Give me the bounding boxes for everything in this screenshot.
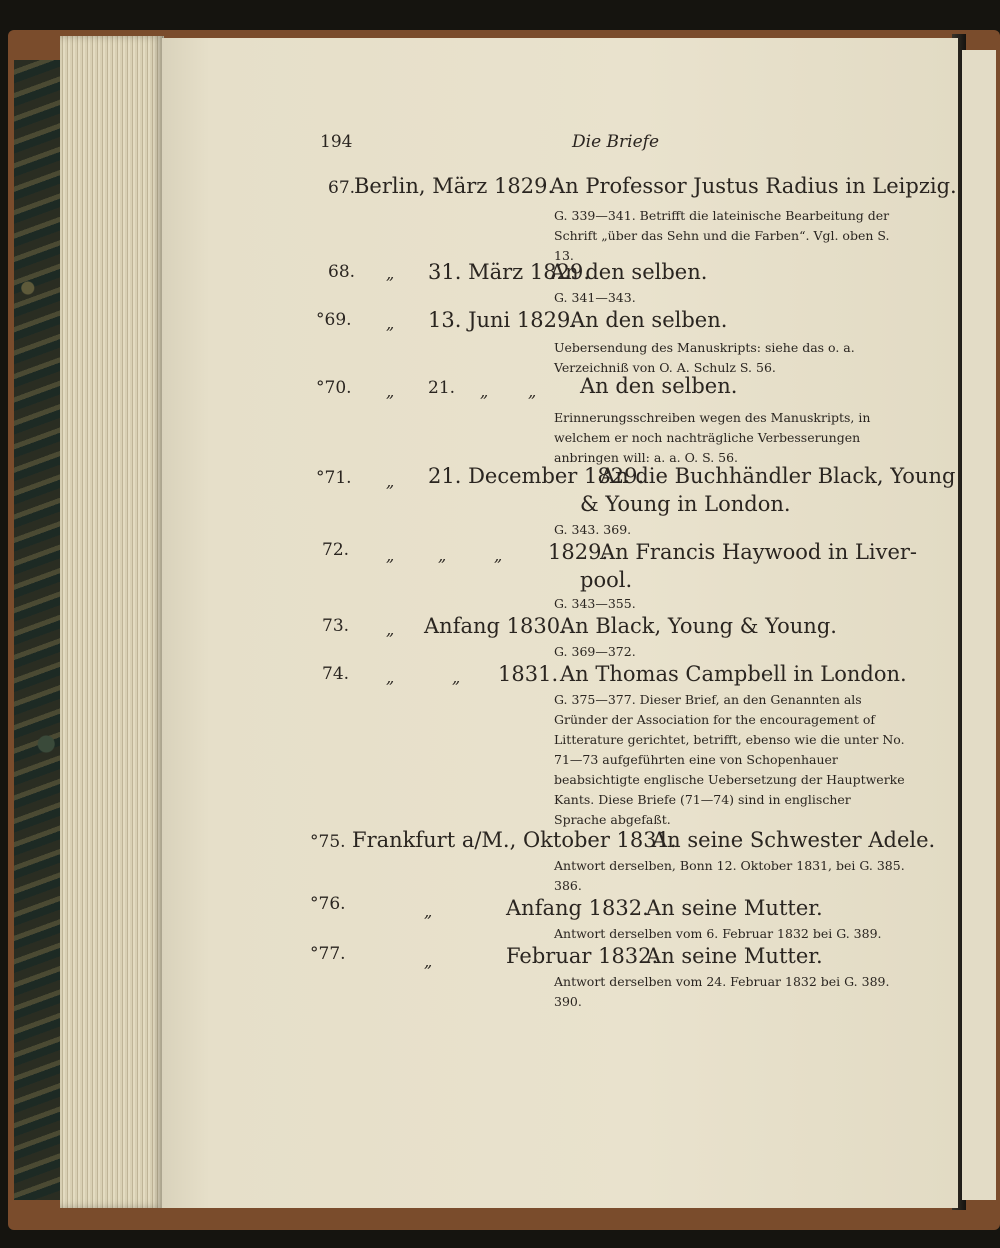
ditto-mark: „ (452, 668, 461, 687)
entry-number: °70. (316, 378, 352, 398)
entry-note: G. 343. 369. (554, 522, 632, 537)
entry-number: 68. (328, 262, 356, 282)
entry-note: G. 343—355. (554, 596, 636, 611)
entry-date: 21. (428, 378, 456, 398)
entry-date: Anfang 1832. (506, 896, 649, 920)
entry-number: 67. (328, 178, 356, 198)
entry-note: Antwort derselben, Bonn 12. Oktober 1831, bei G. 385. 386. (554, 858, 905, 893)
entry-number: 74. (322, 664, 350, 684)
entry-note: G. 375—377. Dieser Brief, an den Genannten als Gründer der Association for the encouragement of Litterature gerichtet, betrifft, ebenso wie die unter No. 71—73 aufgeführten eine von Schopenhauer beabsichtigte englische Uebersetzung der Hauptwerke Kants. Diese Briefe (71—74) sind in englischer Sprache abgefaßt. (554, 692, 905, 827)
entry-number: °75. (310, 832, 346, 852)
entry-note: Antwort derselben vom 24. Februar 1832 bei G. 389. 390. (554, 974, 890, 1009)
entry-title: An seine Mutter. (646, 944, 823, 968)
entry-date: Anfang 1830. (424, 614, 567, 638)
entry-title-continued: pool. (580, 568, 633, 592)
entry-note: Erinnerungsschreiben wegen des Manuskripts, in welchem er noch nachträgliche Verbesserungen anbringen will: a. a. O. S. 56. (554, 410, 871, 465)
ditto-mark: „ (528, 382, 537, 401)
book-page (162, 38, 958, 1208)
ditto-mark: „ (386, 620, 395, 639)
marbled-edge (14, 60, 60, 1200)
entry-date: Februar 1832. (506, 944, 659, 968)
entry-date: 31. März 1829. (428, 260, 590, 284)
entry-place-date: Berlin, März 1829. (354, 174, 555, 198)
entry-number: °77. (310, 944, 346, 964)
entry-number: °71. (316, 468, 352, 488)
ditto-mark: „ (494, 546, 503, 565)
entry-date: 1829. (548, 540, 609, 564)
ditto-mark: „ (480, 382, 489, 401)
entry-title: An die Buchhändler Black, Young (600, 464, 956, 488)
page-number: 194 (320, 132, 353, 152)
ditto-mark: „ (424, 952, 433, 971)
entry-number: 73. (322, 616, 350, 636)
entry-title: An Professor Justus Radius in Leipzig. (550, 174, 957, 198)
entry-title: An Francis Haywood in Liver- (600, 540, 918, 564)
entry-title: An seine Schwester Adele. (652, 828, 936, 852)
ditto-mark: „ (386, 546, 395, 565)
entry-title: An den selben. (550, 260, 708, 284)
entry-number: °69. (316, 310, 352, 330)
entry-date: 21. December 1829. (428, 464, 645, 488)
ditto-mark: „ (386, 264, 395, 283)
page-edges (60, 36, 164, 1208)
entry-note: G. 339—341. Betrifft die lateinische Bearbeitung der Schrift „über das Sehn und die Farben“. Vgl. oben S. 13. (554, 208, 890, 263)
ditto-mark: „ (424, 902, 433, 921)
facing-page (962, 50, 996, 1200)
entry-title-continued: & Young in London. (580, 492, 791, 516)
ditto-mark: „ (386, 382, 395, 401)
entry-title: An seine Mutter. (646, 896, 823, 920)
entry-date: 13. Juni 1829. (428, 308, 578, 332)
entry-note: G. 341—343. (554, 290, 636, 305)
entry-title: An den selben. (570, 308, 728, 332)
entry-note: G. 369—372. (554, 644, 636, 659)
ditto-mark: „ (386, 314, 395, 333)
entry-number: 72. (322, 540, 350, 560)
entry-number: °76. (310, 894, 346, 914)
entry-place-date: Frankfurt a/M., Oktober 1831. (352, 828, 677, 852)
ditto-mark: „ (386, 668, 395, 687)
ditto-mark: „ (438, 546, 447, 565)
entry-title: An Black, Young & Young. (560, 614, 837, 638)
entry-date: 1831. (498, 662, 559, 686)
ditto-mark: „ (386, 472, 395, 491)
entry-note: Antwort derselben vom 6. Februar 1832 bei G. 389. (554, 926, 882, 941)
entry-title: An Thomas Campbell in London. (560, 662, 907, 686)
running-head: Die Briefe (572, 132, 660, 152)
entry-note: Uebersendung des Manuskripts: siehe das o. a. Verzeichniß von O. A. Schulz S. 56. (554, 340, 855, 375)
entry-title: An den selben. (580, 374, 738, 398)
